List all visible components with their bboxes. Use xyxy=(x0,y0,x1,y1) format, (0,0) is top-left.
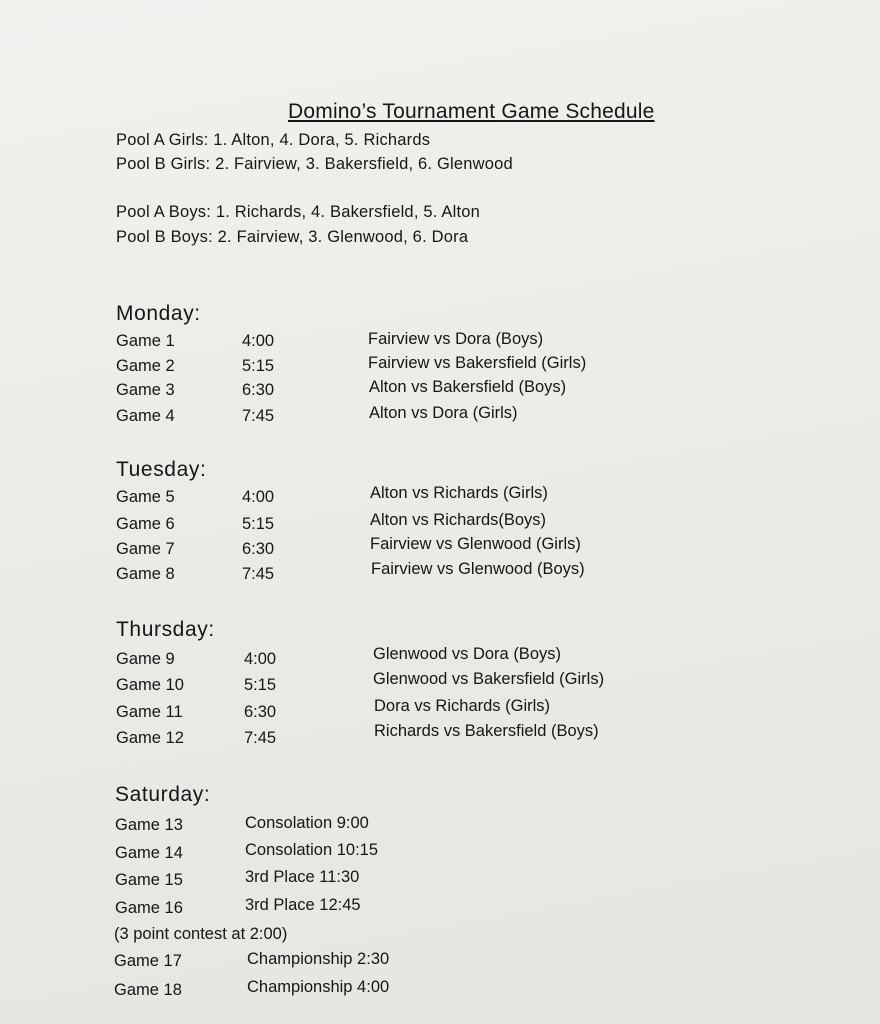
game-time: 4:00 xyxy=(244,650,277,668)
game-number: Game 18 xyxy=(114,981,182,999)
game-matchup: Alton vs Richards(Boys) xyxy=(370,511,547,529)
game-number: Game 12 xyxy=(116,729,184,747)
schedule-row xyxy=(116,511,816,537)
game-time: 6:30 xyxy=(242,540,275,558)
schedule-row xyxy=(116,404,816,429)
contest-note: (3 point contest at 2:00) xyxy=(114,925,288,943)
game-matchup: Richards vs Bakersfield (Boys) xyxy=(374,722,599,740)
schedule-row xyxy=(116,560,816,587)
game-time: 4:00 xyxy=(242,488,275,506)
day-heading-saturday: Saturday: xyxy=(115,783,211,806)
game-number: Game 14 xyxy=(115,844,183,862)
game-number: Game 8 xyxy=(116,565,175,583)
game-time: 5:15 xyxy=(244,676,277,694)
schedule-row xyxy=(116,484,816,510)
game-matchup: Glenwood vs Dora (Boys) xyxy=(373,645,561,663)
schedule-row xyxy=(116,535,816,562)
game-event: Consolation 10:15 xyxy=(245,841,379,859)
game-number: Game 15 xyxy=(115,871,183,889)
game-time: 7:45 xyxy=(242,565,275,583)
game-matchup: Glenwood vs Bakersfield (Girls) xyxy=(373,670,605,688)
game-number: Game 4 xyxy=(116,407,175,425)
schedule-row xyxy=(116,670,816,698)
page-title: Domino’s Tournament Game Schedule xyxy=(288,100,655,123)
game-event: 3rd Place 12:45 xyxy=(245,896,361,914)
game-event: 3rd Place 11:30 xyxy=(245,868,360,886)
schedule-row xyxy=(115,816,815,838)
schedule-row xyxy=(116,354,816,379)
game-event: Championship 2:30 xyxy=(247,950,390,968)
game-number: Game 13 xyxy=(115,816,183,834)
schedule-row xyxy=(116,332,816,354)
schedule-row xyxy=(116,378,816,403)
game-number: Game 7 xyxy=(116,540,175,558)
game-number: Game 10 xyxy=(116,676,184,694)
schedule-row xyxy=(114,952,814,974)
pool-a-boys: Pool A Boys: 1. Richards, 4. Bakersfield, 5. Alton xyxy=(116,203,481,221)
game-time: 5:15 xyxy=(242,357,275,375)
schedule-row xyxy=(114,978,814,1003)
game-matchup: Fairview vs Dora (Boys) xyxy=(368,330,544,348)
pool-a-girls: Pool A Girls: 1. Alton, 4. Dora, 5. Richards xyxy=(116,131,431,149)
game-time: 7:45 xyxy=(242,407,275,425)
day-heading-tuesday: Tuesday: xyxy=(116,458,207,481)
game-matchup: Alton vs Richards (Girls) xyxy=(370,484,548,502)
schedule-row xyxy=(115,841,815,866)
game-matchup: Fairview vs Bakersfield (Girls) xyxy=(368,354,587,372)
game-number: Game 1 xyxy=(116,332,175,350)
game-number: Game 6 xyxy=(116,515,175,533)
game-time: 4:00 xyxy=(242,332,275,350)
game-time: 6:30 xyxy=(242,381,275,399)
game-matchup: Fairview vs Glenwood (Girls) xyxy=(370,535,581,553)
game-number: Game 11 xyxy=(116,703,183,721)
game-number: Game 5 xyxy=(116,488,175,506)
game-matchup: Fairview vs Glenwood (Boys) xyxy=(371,560,585,578)
game-event: Consolation 9:00 xyxy=(245,814,369,832)
schedule-row xyxy=(115,896,815,921)
pool-b-girls: Pool B Girls: 2. Fairview, 3. Bakersfield, 6. Glenwood xyxy=(116,155,513,173)
game-time: 5:15 xyxy=(242,515,275,533)
game-matchup: Alton vs Bakersfield (Boys) xyxy=(369,378,567,396)
schedule-row xyxy=(116,645,816,672)
game-time: 7:45 xyxy=(244,729,277,747)
game-number: Game 17 xyxy=(114,952,182,970)
game-number: Game 3 xyxy=(116,381,175,399)
day-heading-monday: Monday: xyxy=(116,302,201,325)
game-number: Game 9 xyxy=(116,650,175,668)
day-heading-thursday: Thursday: xyxy=(116,618,215,641)
schedule-row xyxy=(115,868,815,893)
game-matchup: Dora vs Richards (Girls) xyxy=(374,697,551,715)
game-event: Championship 4:00 xyxy=(247,978,390,996)
game-number: Game 16 xyxy=(115,899,183,917)
game-matchup: Alton vs Dora (Girls) xyxy=(369,404,518,422)
pool-b-boys: Pool B Boys: 2. Fairview, 3. Glenwood, 6. Dora xyxy=(116,228,469,246)
schedule-row xyxy=(116,722,816,751)
game-time: 6:30 xyxy=(244,703,277,721)
game-number: Game 2 xyxy=(116,357,175,375)
